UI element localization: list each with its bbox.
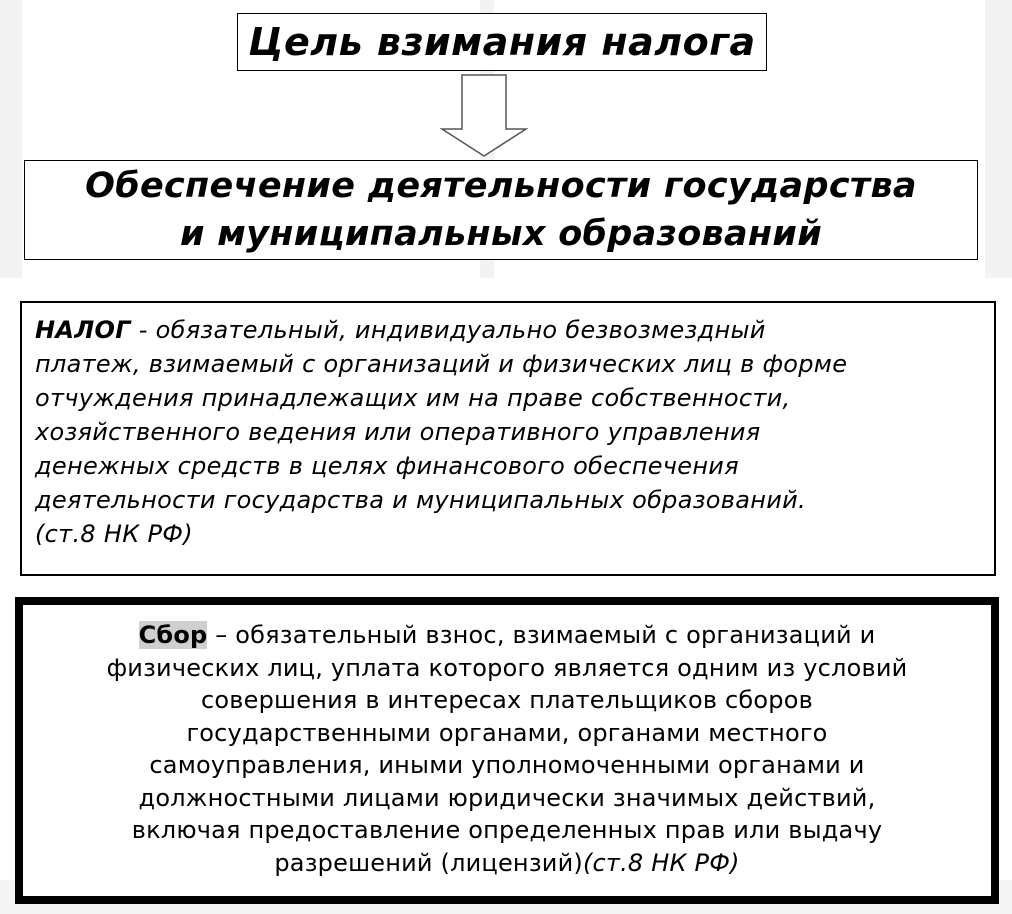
fee-definition-box [15, 597, 999, 904]
fee-definition-line [33, 619, 981, 652]
fee-definition-line: должностными лицами юридически значимых действий, [138, 783, 876, 812]
fee-definition-line: включая предоставление определенных прав или выдачу [131, 816, 883, 844]
tax-definition-box [20, 301, 996, 576]
title-box [237, 13, 767, 71]
tax-definition-reference: (ст.8 НК РФ) [35, 520, 193, 548]
tax-definition-line: деятельности государства и муниципальных образований. [35, 486, 806, 514]
fee-definition-line: самоуправления, иными уполномоченными органами и [149, 751, 865, 779]
goal-line: и муниципальных образований [179, 214, 823, 254]
tax-term: НАЛОГ [35, 316, 131, 344]
fee-definition-line: совершения в интересах плательщиков сборов [201, 686, 813, 714]
tax-definition-line: денежных средств в целях финансового обеспечения [35, 452, 739, 480]
tax-definition-line: отчуждения принадлежащих им на праве собственности, [35, 384, 791, 412]
goal-line: Обеспечение деятельности государства [85, 166, 917, 206]
tax-definition-line: платеж, взимаемый с организаций и физических лиц в форме [35, 350, 848, 378]
fee-term: Сбор [138, 621, 208, 649]
fee-definition-line: государственными органами, органами местного [186, 718, 828, 747]
page-title: Цель взимания налога [248, 20, 756, 64]
tax-definition-line: хозяйственного ведения или оперативного управления [35, 418, 761, 446]
down-arrow-icon [440, 74, 528, 158]
fee-definition-text: – обязательный взнос, взимаемый с организаций и [207, 621, 876, 649]
background-stripe [985, 0, 1012, 278]
tax-definition-text: - обязательный, индивидуально безвозмездный [130, 316, 766, 344]
fee-definition-line [33, 847, 981, 880]
fee-definition-text: разрешений (лицензий) [274, 848, 583, 877]
tax-definition-line [35, 313, 980, 347]
goal-box [24, 160, 978, 260]
background-stripe [0, 0, 22, 278]
fee-definition-reference: (ст.8 НК РФ) [582, 848, 740, 877]
fee-definition-line: физических лиц, уплата которого является одним из условий [106, 653, 908, 682]
